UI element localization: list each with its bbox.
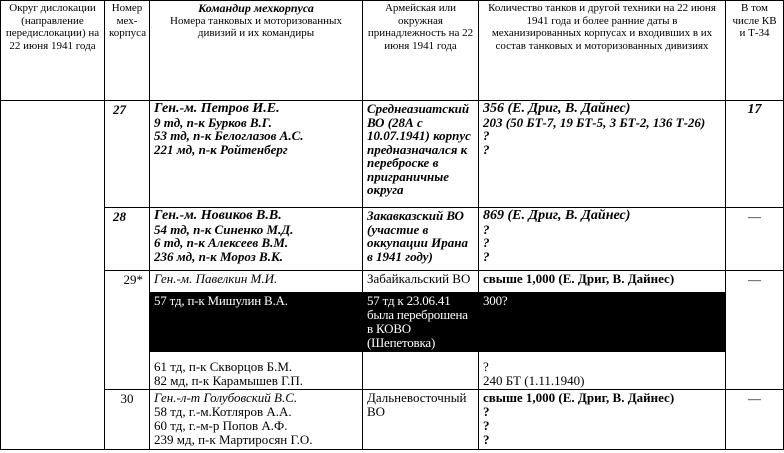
commander-line: 60 тд, г.-м-р Попов А.Ф. bbox=[154, 418, 288, 433]
division-cell: 57 тд, п-к Мишулин В.А. bbox=[150, 293, 363, 352]
header-affiliation: Армейская или окружная принадлежность на 22 июня 1941 года bbox=[363, 1, 479, 101]
tanks-cell bbox=[479, 390, 726, 450]
kv-t34-cell: — bbox=[726, 271, 784, 390]
commander-line: Ген.-л-т Голубовский В.С. bbox=[154, 390, 298, 405]
corps-number: 29* bbox=[105, 271, 150, 390]
table-row bbox=[1, 390, 784, 450]
tanks-cell bbox=[479, 101, 726, 208]
table-row bbox=[1, 208, 784, 271]
header-commander-title: Командир мехкорпуса bbox=[198, 1, 314, 15]
affiliation-cell: Забайкальский ВО bbox=[363, 271, 479, 293]
commander-cell: Ген.-м. Павелкин М.И. bbox=[150, 271, 363, 293]
commander-line: 221 мд, п-к Ройтенберг bbox=[154, 141, 288, 157]
corps-number: 28 bbox=[105, 208, 150, 271]
commander-line: Ген.-м. Петров И.Е. bbox=[154, 101, 280, 116]
kv-t34-cell: 17 bbox=[726, 101, 784, 208]
corps-number: 27 bbox=[105, 101, 150, 208]
commander-line: 58 тд, г.-м.Котляров А.А. bbox=[154, 404, 292, 419]
tanks-cell: 300? bbox=[479, 293, 726, 352]
tanks-line: ? bbox=[483, 248, 490, 264]
tanks-line: 869 (Е. Дриг, В. Дайнес) bbox=[483, 208, 631, 223]
affiliation-cell bbox=[363, 352, 479, 390]
header-commander-sub: Номера танковых и моторизованных дивизий и их командиры bbox=[170, 14, 342, 39]
kv-t34-cell: — bbox=[726, 208, 784, 271]
note-cell: 57 тд к 23.06.41 была переброшена в КОВО (Шепетовка) bbox=[363, 293, 479, 352]
tanks-cell: свыше 1,000 (Е. Дриг, В. Дайнес) bbox=[479, 271, 726, 293]
tanks-line: ? bbox=[483, 141, 490, 157]
affiliation-cell: Среднеазиатский ВО (28А с 10.07.1941) корпус предназначался к переброске в приграничные округа bbox=[363, 101, 479, 208]
tanks-line: ? bbox=[483, 418, 490, 433]
tanks-line: ? bbox=[483, 404, 490, 419]
district-cell bbox=[1, 101, 105, 450]
commander-cell bbox=[150, 101, 363, 208]
tanks-line: ? bbox=[483, 235, 490, 250]
commander-line: 6 тд, п-к Алексеев В.М. bbox=[154, 235, 289, 250]
commander-line: 54 тд, п-к Синенко М.Д. bbox=[154, 221, 294, 237]
tanks-line: ? bbox=[483, 432, 490, 447]
header-district: Округ дислокации (направление передислокации) на 22 июня 1941 года bbox=[1, 1, 105, 101]
tanks-line: ? bbox=[483, 221, 490, 237]
tanks-line: 356 (Е. Дриг, В. Дайнес) bbox=[483, 101, 631, 116]
commander-line: 9 тд, п-к Бурков В.Г. bbox=[154, 114, 272, 130]
division-line: 82 мд, п-к Карамышев Г.П. bbox=[154, 373, 304, 388]
commander-line: 239 мд, п-к Мартиросян Г.О. bbox=[154, 432, 313, 447]
header-commander bbox=[150, 1, 363, 101]
commander-cell bbox=[150, 208, 363, 271]
table-row bbox=[1, 101, 784, 208]
table-row bbox=[1, 271, 784, 293]
commander-line: 53 тд, п-к Белоглазов А.С. bbox=[154, 128, 304, 143]
affiliation-cell: Дальневосточный ВО bbox=[363, 390, 479, 450]
tanks-cell bbox=[479, 208, 726, 271]
division-cell bbox=[150, 352, 363, 390]
commander-line: Ген.-м. Новиков В.В. bbox=[154, 208, 282, 223]
tanks-cell bbox=[479, 352, 726, 390]
affiliation-cell: Закавказский ВО (участие в оккупации Ирана в 1941 году) bbox=[363, 208, 479, 271]
tanks-line: 203 (50 БТ-7, 19 БТ-5, 3 БТ-2, 136 Т-26) bbox=[483, 114, 706, 130]
table-header-row bbox=[1, 1, 784, 101]
tanks-line: ? bbox=[483, 128, 490, 143]
tanks-line: свыше 1,000 (Е. Дриг, В. Дайнес) bbox=[483, 390, 675, 405]
division-line: 61 тд, п-к Скворцов Б.М. bbox=[154, 359, 293, 374]
tanks-line: 240 БТ (1.11.1940) bbox=[483, 373, 585, 388]
corps-number: 30 bbox=[105, 390, 150, 450]
commander-cell bbox=[150, 390, 363, 450]
commander-line: 236 мд, п-к Мороз В.К. bbox=[154, 248, 284, 264]
kv-t34-cell: — bbox=[726, 390, 784, 450]
header-kv-t34: В том числе КВ и Т-34 bbox=[726, 1, 784, 101]
tanks-line: ? bbox=[483, 359, 489, 374]
header-corps-number: Номер мех-корпуса bbox=[105, 1, 150, 101]
header-tanks: Количество танков и другой техники на 22 июня 1941 года и более ранние даты в механизированных корпусах и входивших в их состав танковых и моторизованных дивизиях bbox=[479, 1, 726, 101]
